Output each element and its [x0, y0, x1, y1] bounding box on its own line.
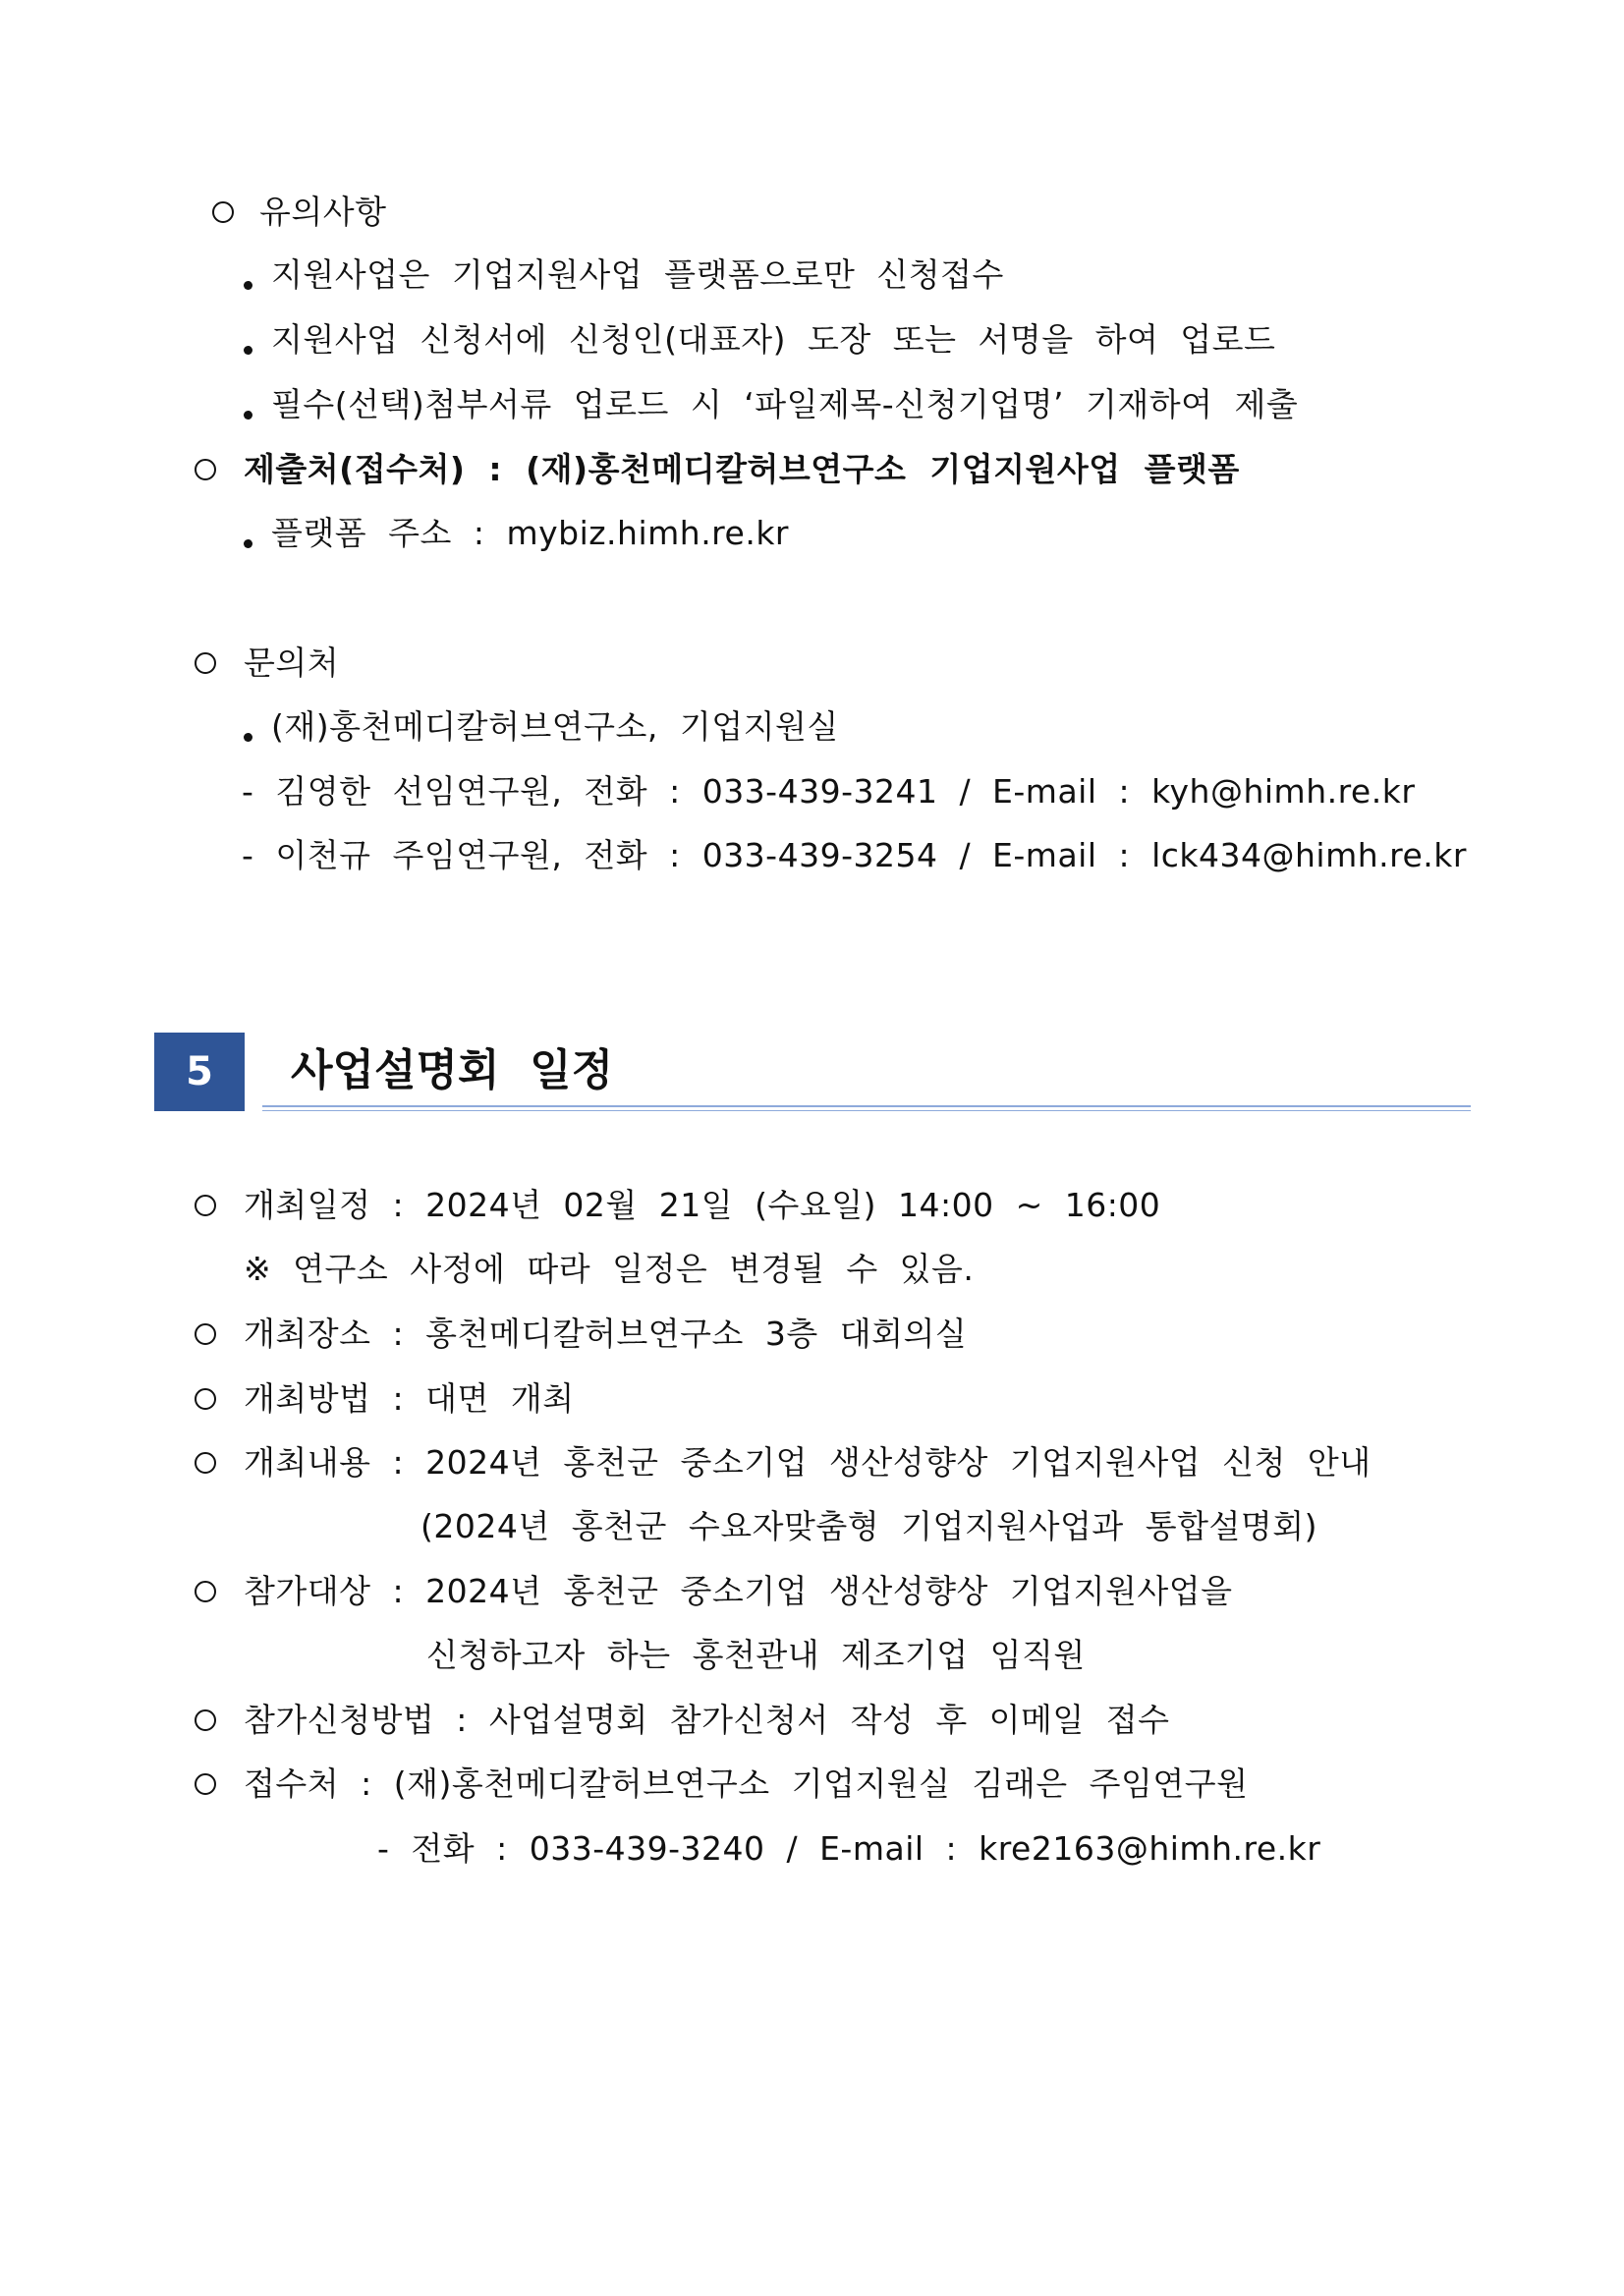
- circle-bullet-icon: [195, 652, 216, 674]
- contact-person: - 이천규 주임연구원, 전화 : 033-439-3254 / E-mail : lck434@himh.re.kr: [242, 836, 1467, 874]
- circle-bullet-icon: [195, 1709, 216, 1731]
- contact-org: (재)홍천메디칼허브연구소, 기업지원실: [271, 707, 839, 746]
- circle-bullet-icon: [195, 1388, 216, 1410]
- circle-bullet-icon: [195, 1323, 216, 1345]
- bullet-dot-icon: [244, 281, 252, 290]
- schedule-date: 개최일정 : 2024년 02월 21일 (수요일) 14:00 ~ 16:00: [244, 1186, 1161, 1224]
- contact-heading: 문의처: [244, 644, 340, 682]
- section-divider: [262, 1110, 1471, 1111]
- schedule-method: 개최방법 : 대면 개최: [244, 1379, 575, 1418]
- schedule-content: 개최내용 : 2024년 홍천군 중소기업 생산성향상 기업지원사업 신청 안내: [244, 1443, 1372, 1482]
- notes-heading: 유의사항: [259, 193, 387, 231]
- schedule-application: 참가신청방법 : 사업설명회 참가신청서 작성 후 이메일 접수: [244, 1701, 1170, 1739]
- circle-bullet-icon: [212, 201, 234, 223]
- schedule-content-sub: (2024년 홍천군 수요자맞춤형 기업지원사업과 통합설명회): [420, 1507, 1317, 1545]
- contact-person: - 김영한 선임연구원, 전화 : 033-439-3241 / E-mail : kyh@himh.re.kr: [242, 772, 1416, 811]
- submission-heading: 제출처(접수처) : (재)홍천메디칼허브연구소 기업지원사업 플랫폼: [244, 450, 1240, 488]
- notes-item: 필수(선택)첨부서류 업로드 시 ‘파일제목-신청기업명’ 기재하여 제출: [271, 385, 1299, 423]
- notes-item: 지원사업 신청서에 신청인(대표자) 도장 또는 서명을 하여 업로드: [271, 320, 1276, 359]
- circle-bullet-icon: [195, 1452, 216, 1474]
- section-title: 사업설명회 일정: [291, 1045, 614, 1095]
- bullet-dot-icon: [244, 733, 252, 742]
- circle-bullet-icon: [195, 459, 216, 480]
- schedule-target-sub: 신청하고자 하는 홍천관내 제조기업 임직원: [426, 1636, 1086, 1674]
- bullet-dot-icon: [244, 346, 252, 355]
- notes-item: 지원사업은 기업지원사업 플랫폼으로만 신청접수: [271, 255, 1004, 294]
- section-divider: [262, 1105, 1471, 1107]
- schedule-note: ※ 연구소 사정에 따라 일정은 변경될 수 있음.: [244, 1250, 975, 1288]
- section-number-badge: 5: [154, 1033, 245, 1111]
- schedule-reception-contact: - 전화 : 033-439-3240 / E-mail : kre2163@himh.re.kr: [377, 1829, 1321, 1868]
- circle-bullet-icon: [195, 1195, 216, 1216]
- bullet-dot-icon: [244, 411, 252, 420]
- schedule-reception: 접수처 : (재)홍천메디칼허브연구소 기업지원실 김래은 주임연구원: [244, 1764, 1249, 1803]
- schedule-venue: 개최장소 : 홍천메디칼허브연구소 3층 대회의실: [244, 1315, 968, 1353]
- circle-bullet-icon: [195, 1773, 216, 1795]
- bullet-dot-icon: [244, 539, 252, 548]
- submission-address: 플랫폼 주소 : mybiz.himh.re.kr: [271, 514, 789, 552]
- schedule-target: 참가대상 : 2024년 홍천군 중소기업 생산성향상 기업지원사업을: [244, 1572, 1233, 1610]
- circle-bullet-icon: [195, 1581, 216, 1602]
